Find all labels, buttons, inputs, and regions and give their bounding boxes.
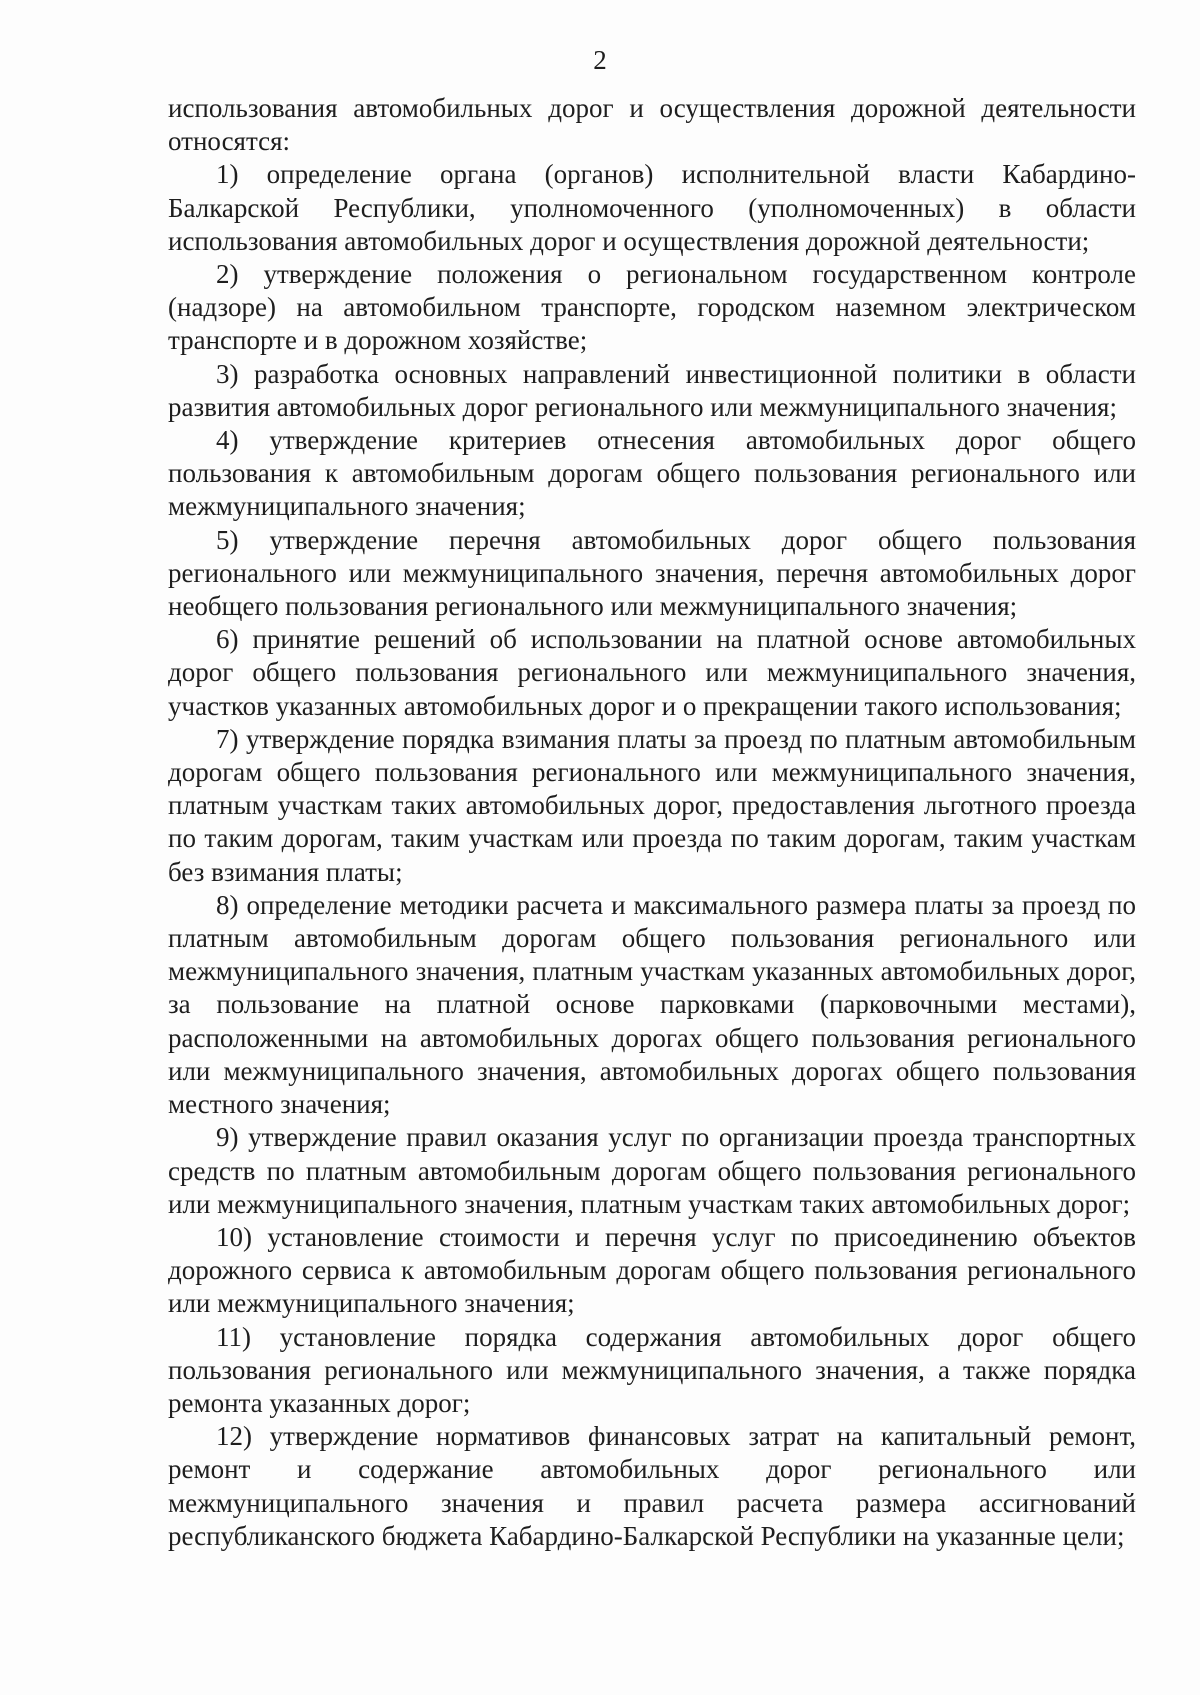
list-item-3: 3) разработка основных направлений инвестиционной политики в области развития автомобильных дорог регионального или межмуниципального значения; [168,358,1136,422]
list-item-10: 10) установление стоимости и перечня услуг по присоединению объектов дорожного сервиса к автомобильным дорогам общего пользования регионального или межмуниципального значения; [168,1221,1136,1319]
list-item-9: 9) утверждение правил оказания услуг по организации проезда транспортных средств по платным автомобильным дорогам общего пользования регионального или межмуниципального значения, платным участкам таких автомобильных дорог; [168,1122,1136,1219]
list-item-6: 6) принятие решений об использовании на платной основе автомобильных дорог общего пользования регионального или межмуниципального значения, участков указанных автомобильных дорог и о прекращении такого использования; [168,624,1136,721]
document-body [168,92,1136,1553]
list-item-12: 12) утверждение нормативов финансовых затрат на капитальный ремонт, ремонт и содержание автомобильных дорог регионального или межмуниципального значения и правил расчета размера ассигнований республиканского бюджета Кабардино-Балкарской Республики на указанные цели; [168,1421,1136,1551]
list-item-8: 8) определение методики расчета и максимального размера платы за проезд по платным автомобильным дорогам общего пользования регионального или межмуниципального значения, платным участкам указанных автомобильных дорог, за пользование на платной основе парковками (парковочными местами), расположенными на автомобильных дорогах общего пользования регионального или межмуниципального значения, автомобильных дорогах общего пользования местного значения; [168,889,1136,1120]
page-number: 2 [593,45,607,75]
list-item-2: 2) утверждение положения о региональном государственном контроле (надзоре) на автомобильном транспорте, городском наземном электрическом транспорте и в дорожном хозяйстве; [168,259,1136,356]
list-item-7: 7) утверждение порядка взимания платы за проезд по платным автомобильным дорогам общего пользования регионального или межмуниципального значения, платным участкам таких автомобильных дорог, предоставления льготного проезда по таким дорогам, таким участкам или проезда по таким дорогам, таким участкам без взимания платы; [168,723,1136,887]
list-item-11: 11) установление порядка содержания автомобильных дорог общего пользования регионального или межмуниципального значения, а также порядка ремонта указанных дорог; [168,1321,1136,1418]
list-item-1: 1) определение органа (органов) исполнительной власти Кабардино-Балкарской Республики, уполномоченного (уполномоченных) в области использования автомобильных дорог и осуществления дорожной деятельности; [168,159,1136,256]
list-item-5: 5) утверждение перечня автомобильных дорог общего пользования регионального или межмуниципального значения, перечня автомобильных дорог необщего пользования регионального или межмуниципального значения; [168,524,1136,622]
lead-paragraph: использования автомобильных дорог и осуществления дорожной деятельности относятся: [168,93,1136,157]
list-item-4: 4) утверждение критериев отнесения автомобильных дорог общего пользования к автомобильным дорогам общего пользования регионального или межмуниципального значения; [168,425,1136,522]
